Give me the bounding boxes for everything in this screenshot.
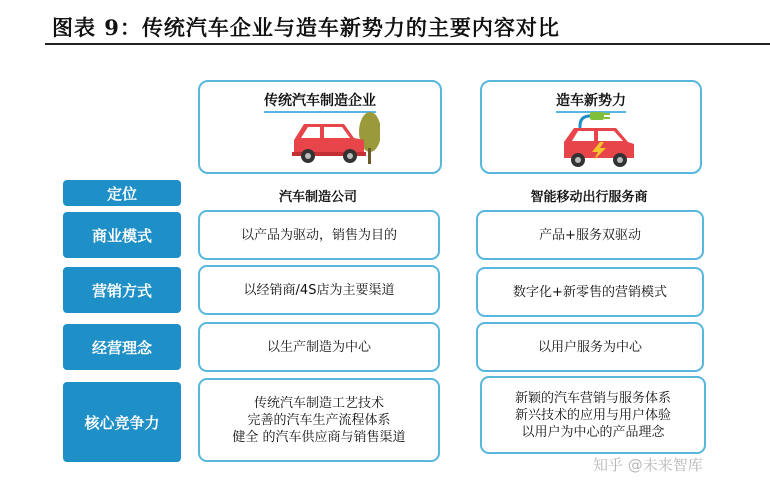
header-new-forces-label: 造车新势力 — [556, 93, 626, 113]
cell-line: 以用户服务为中心 — [537, 339, 642, 355]
cell-line: 健全 的汽车供应商与销售渠道 — [232, 429, 406, 445]
cell-line: 传统汽车制造工艺技术 — [253, 395, 384, 411]
suv-car-icon — [290, 112, 380, 168]
row-label-marketing: 营销方式 — [63, 267, 181, 313]
cell-core-new-forces — [480, 376, 706, 454]
row-label-core-competence: 核心竞争力 — [63, 382, 181, 462]
cell-marketing-traditional — [198, 265, 440, 315]
page-title: 图表 9：传统汽车企业与造车新势力的主要内容对比 — [52, 15, 560, 40]
cell-line: 完善的汽车生产流程体系 — [247, 412, 391, 428]
cell-marketing-new-forces — [476, 267, 704, 317]
cell-line: 以产品为驱动，销售为目的 — [240, 227, 397, 243]
cell-core-traditional — [198, 378, 440, 462]
cell-line: 以经销商/4S店为主要渠道 — [243, 282, 395, 298]
cell-line: 新颖的汽车营销与服务体系 — [514, 390, 671, 406]
header-traditional-label: 传统汽车制造企业 — [264, 93, 376, 113]
row-label-business-model: 商业模式 — [63, 212, 181, 258]
cell-philosophy-traditional — [198, 322, 440, 372]
category-new-forces: 智能移动出行服务商 — [530, 190, 648, 205]
charging-plug-icon — [590, 112, 610, 120]
row-label-positioning: 定位 — [63, 180, 181, 206]
electric-car-icon — [560, 112, 646, 168]
cell-line: 以生产制造为中心 — [266, 339, 371, 355]
cell-line: 产品+服务双驱动 — [539, 227, 641, 243]
category-traditional: 汽车制造公司 — [278, 190, 357, 205]
cell-business-model-new-forces — [476, 210, 704, 260]
header-traditional — [198, 80, 442, 174]
cell-line: 以用户为中心的产品理念 — [521, 424, 665, 440]
title-divider — [45, 43, 770, 45]
cell-line: 数字化+新零售的营销模式 — [513, 284, 667, 300]
cell-philosophy-new-forces — [476, 322, 704, 372]
watermark: 知乎 @未来智库 — [593, 456, 703, 474]
header-new-forces — [480, 80, 702, 174]
cell-line: 新兴技术的应用与用户体验 — [514, 407, 671, 423]
row-label-philosophy: 经营理念 — [63, 324, 181, 370]
cell-business-model-traditional — [198, 210, 440, 260]
